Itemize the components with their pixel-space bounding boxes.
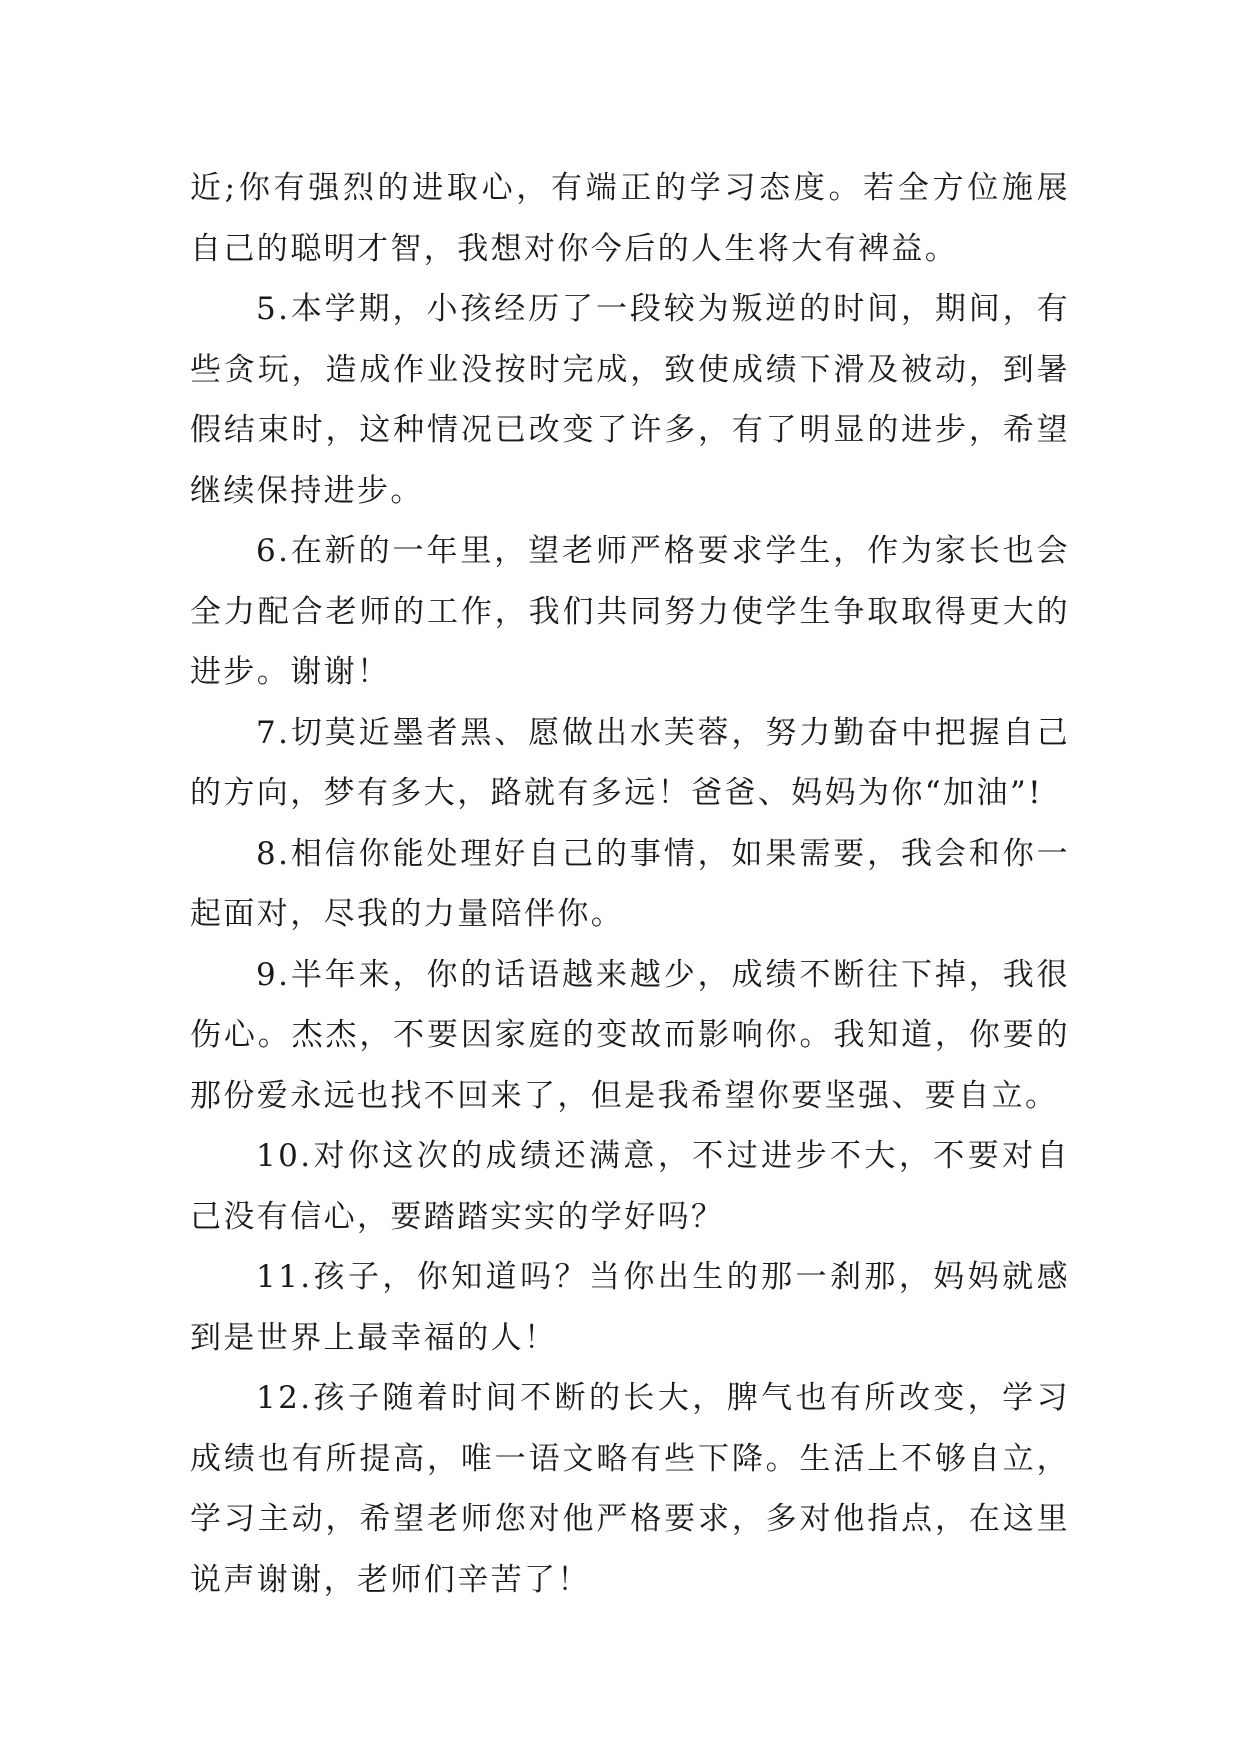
- paragraph-item-6: 6.在新的一年里，望老师严格要求学生，作为家长也会全力配合老师的工作，我们共同努力使学生争取取得更大的进步。谢谢！: [190, 533, 1070, 690]
- paragraph-item-12: 12.孩子随着时间不断的长大，脾气也有所改变，学习成绩也有所提高，唯一语文略有些下降。生活上不够自立，学习主动，希望老师您对他严格要求，多对他指点，在这里说声谢谢，老师们辛苦了！: [190, 1380, 1070, 1598]
- paragraph-item-11: 11.孩子，你知道吗？当你出生的那一刹那，妈妈就感到是世界上最幸福的人！: [190, 1259, 1070, 1356]
- paragraph-item-10: 10.对你这次的成绩还满意，不过进步不大，不要对自己没有信心，要踏踏实实的学好吗？: [190, 1138, 1070, 1235]
- paragraph-continuation: 近;你有强烈的进取心，有端正的学习态度。若全方位施展自己的聪明才智，我想对你今后的人生将大有裨益。: [190, 170, 1070, 267]
- paragraph-item-5: 5.本学期，小孩经历了一段较为叛逆的时间，期间，有些贪玩，造成作业没按时完成，致使成绩下滑及被动，到暑假结束时，这种情况已改变了许多，有了明显的进步，希望继续保持进步。: [190, 291, 1070, 509]
- paragraph-item-9: 9.半年来，你的话语越来越少，成绩不断往下掉，我很伤心。杰杰，不要因家庭的变故而影响你。我知道，你要的那份爱永远也找不回来了，但是我希望你要坚强、要自立。: [190, 956, 1070, 1114]
- paragraph-item-8: 8.相信你能处理好自己的事情，如果需要，我会和你一起面对，尽我的力量陪伴你。: [190, 835, 1070, 932]
- document-body: [190, 158, 1070, 1610]
- paragraph-item-7: 7.切莫近墨者黑、愿做出水芙蓉，努力勤奋中把握自己的方向，梦有多大，路就有多远！爸爸、妈妈为你“加油”!: [190, 714, 1070, 811]
